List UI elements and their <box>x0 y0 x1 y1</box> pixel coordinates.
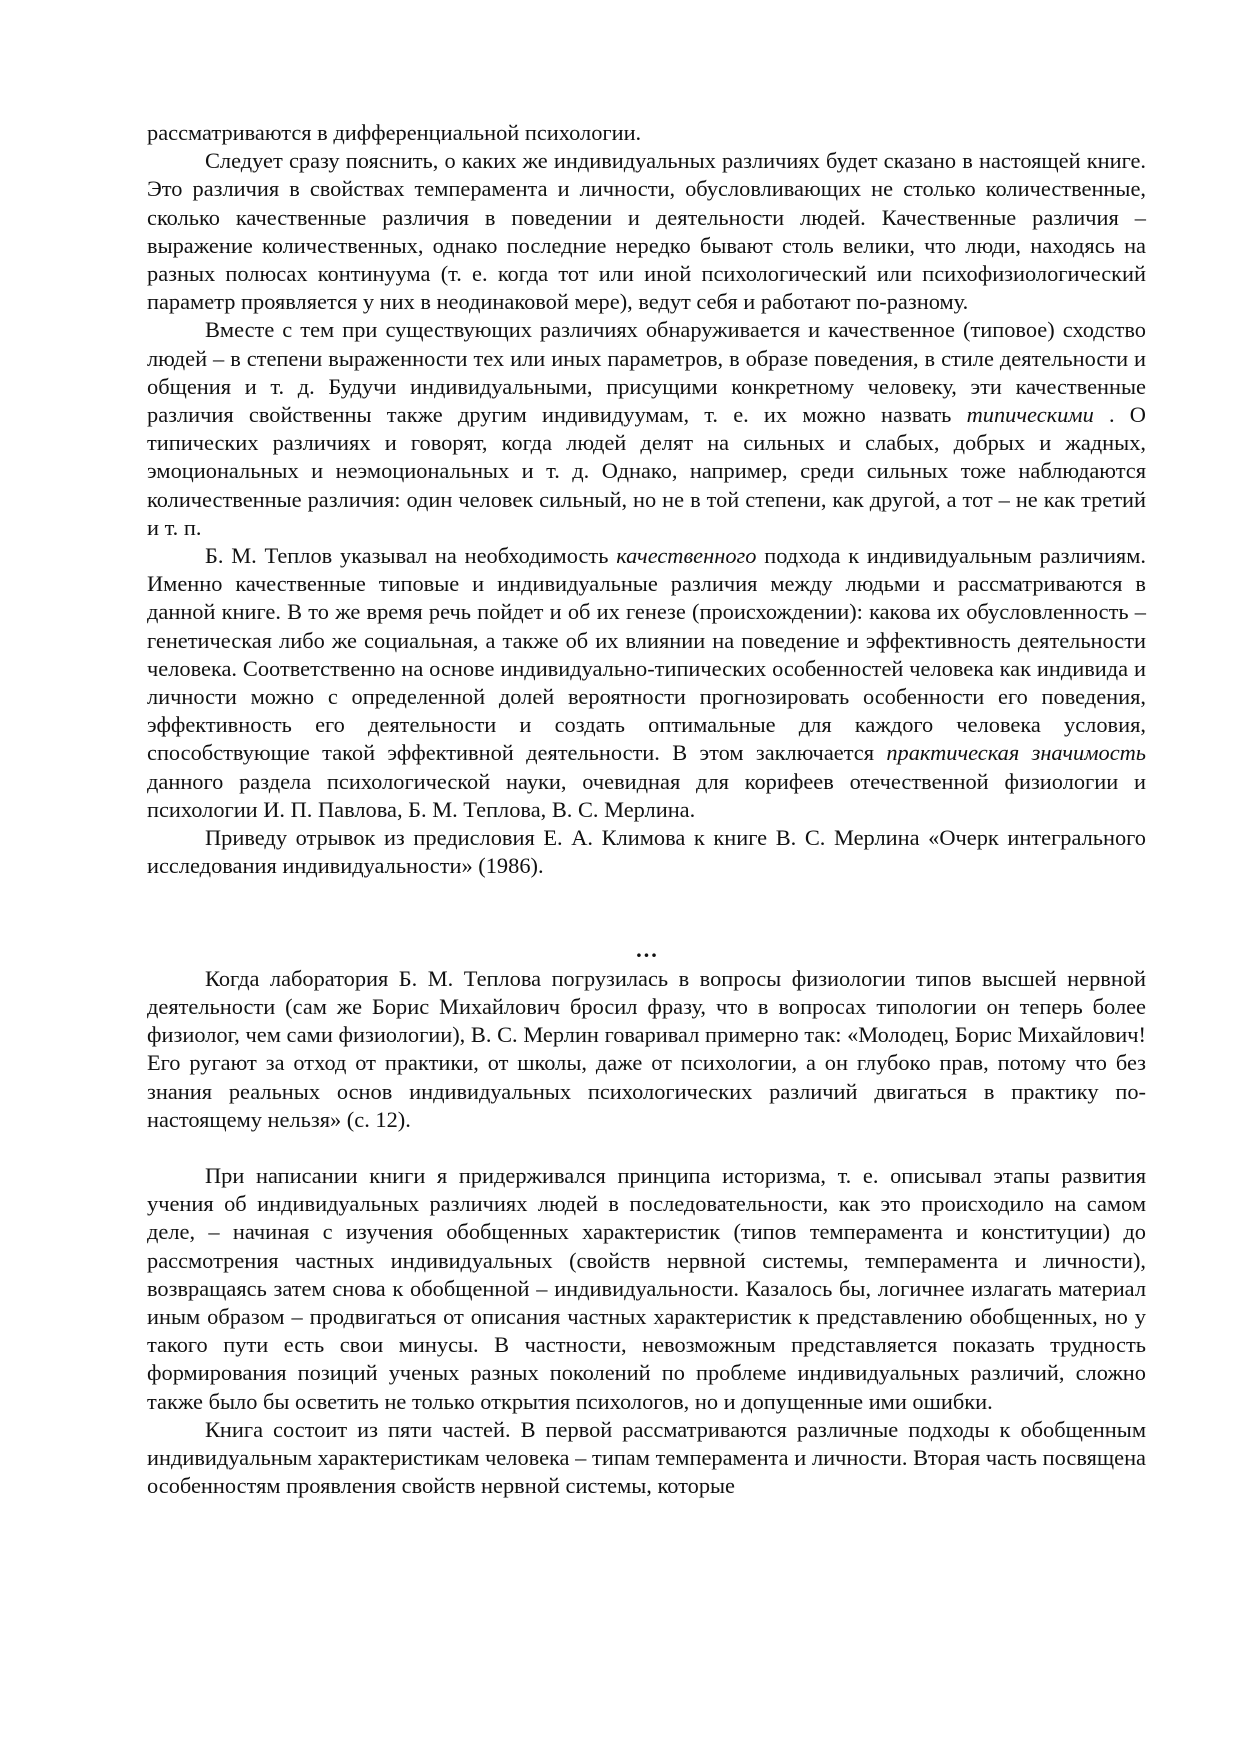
text-run: Б. М. Теплов указывал на необходимость <box>205 543 609 569</box>
paragraph-quote-merlin: Когда лаборатория Б. М. Теплова погрузилась в вопросы физиологии типов высшей нервной деятельности (сам же Борис Михайлович бросил фразу, что в вопросах типологии он теперь более физиолог, чем сами физиологии), В. С. Мерлин говаривал примерно так: «Молодец, Борис Михайлович! Его ругают за отход от практики, от школы, даже от психологии, а он глубоко прав, потому что без знания реальных основ индивидуальных психологических различий двигаться в практику по-настоящему нельзя» (с. 12). <box>147 965 1146 1132</box>
paragraph-continuation: рассматриваются в дифференциальной психологии. <box>147 120 642 145</box>
emphasis-practical-significance: практическая значимость <box>886 740 1146 766</box>
text-run: Вместе с тем при существующих различиях обнаруживается и качественное (типовое) сходство людей – в степени выраженности тех или иных параметров, в образе поведения, в стиле деятельности и общения и т. д. Будучи индивидуальными, присущими конкретному человеку, эти качественные различия свойственны также другим индивидуумам, т. е. их можно назвать <box>147 317 1146 428</box>
text-run: данного раздела психологической науки, очевидная для корифеев отечественной физиологии и психологии И. П. Павлова, Б. М. Теплова, В. С. Мерлина. <box>147 768 1146 822</box>
paragraph-typical-differences <box>147 316 1146 542</box>
paragraph-teplov-approach <box>147 542 1146 824</box>
text-run: . О типических различиях и говорят, когда людей делят на сильных и слабых, добрых и жадных, эмоциональных и неэмоциональных и т. д. Однако, например, среди сильных тоже наблюдаются количественные различия: один человек сильный, но не в той степени, как другой, а тот – не как третий и т. п. <box>147 402 1146 540</box>
document-page <box>147 119 1146 1500</box>
emphasis-typical: типическими <box>966 402 1094 428</box>
paragraph-book-structure: Книга состоит из пяти частей. В первой рассматриваются различные подходы к обобщенным индивидуальным характеристикам человека – типам темперамента и личности. Вторая часть посвящена особенностям проявления свойств нервной системы, которые <box>147 1416 1146 1499</box>
emphasis-qualitative: качественного <box>616 543 757 569</box>
paragraph-individual-differences: Следует сразу пояснить, о каких же индивидуальных различиях будет сказано в настоящей книге. Это различия в свойствах темперамента и личности, обусловливающих не столько количественные, сколько качественные различия в поведении и деятельности людей. Качественные различия – выражение количественных, однако последние нередко бывают столь велики, что люди, находясь на разных полюсах континуума (т. е. когда тот или иной психологический или психофизиологический параметр проявляется у них в неодинаковой мере), ведут себя и работают по-разному. <box>147 148 1146 315</box>
paragraph-klimov-quote-intro: Приведу отрывок из предисловия Е. А. Климова к книге В. С. Мерлина «Очерк интегрального исследования индивидуальности» (1986). <box>147 825 1146 879</box>
paragraph-historicism: При написании книги я придерживался принципа историзма, т. е. описывал этапы развития учения об индивидуальных различиях людей в последовательности, как это происходило на самом деле, – начиная с изучения обобщенных характеристик (типов темперамента и конституции) до рассмотрения частных индивидуальных (свойств нервной системы, темперамента и личности), возвращаясь затем снова к обобщенной – индивидуальности. Казалось бы, логичнее излагать материал иным образом – продвигаться от описания частных характеристик к представлению обобщенных, но у такого пути есть свои минусы. В частности, невозможным представляется показать трудность формирования позиций ученых разных поколений по проблеме индивидуальных различий, сложно также было бы осветить не только открытия психологов, но и допущенные ими ошибки. <box>147 1162 1146 1414</box>
section-separator: … <box>635 937 658 963</box>
text-run: подхода к индивидуальным различиям. Именно качественные типовые и индивидуальные различия между людьми и рассматриваются в данной книге. В то же время речь пойдет и об их генезе (происхождении): какова их обусловленность – генетическая либо же социальная, а также об их влиянии на поведение и эффективность деятельности человека. Соответственно на основе индивидуально-типических особенностей человека как индивида и личности можно с определенной долей вероятности прогнозировать особенности его поведения, эффективность его деятельности и создать оптимальные для каждого человека условия, способствующие такой эффективной деятельности. В этом заключается <box>147 543 1146 766</box>
